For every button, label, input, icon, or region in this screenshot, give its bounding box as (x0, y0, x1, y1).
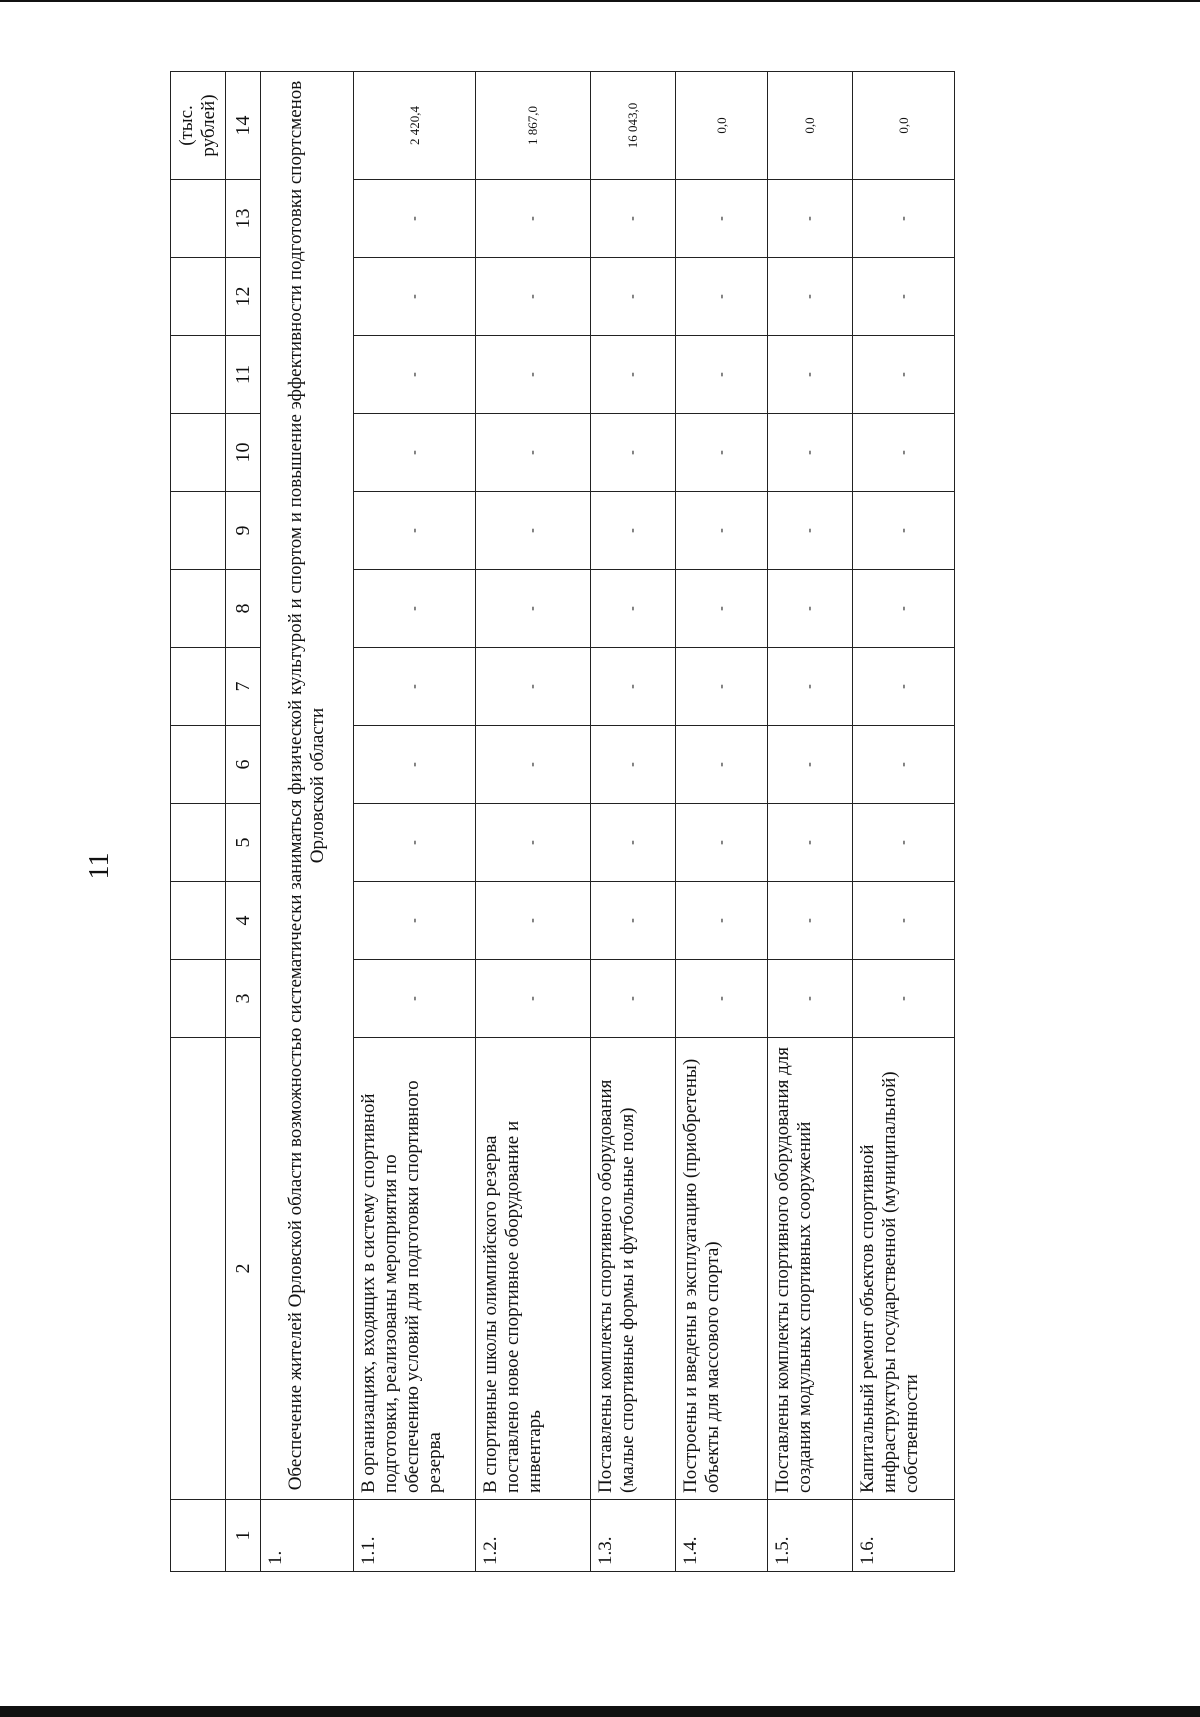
row-description: Поставлены комплекты спортивного оборудования (малые спортивные формы и футбольные поля) (591, 1038, 676, 1500)
dash-cell: - (676, 180, 768, 258)
dash-cell: - (476, 882, 591, 960)
dash-cell: - (476, 960, 591, 1038)
table-row (591, 72, 676, 1572)
column-number: 14 (226, 72, 261, 180)
table-row (853, 72, 955, 1572)
dash-cell: - (354, 648, 476, 726)
dash-cell: - (476, 414, 591, 492)
dash-cell: - (768, 492, 853, 570)
scan-top-edge (0, 0, 1200, 2)
column-number-row (226, 72, 261, 1572)
section-row (261, 72, 354, 1572)
dash-cell: - (354, 726, 476, 804)
dash-cell: - (768, 882, 853, 960)
dash-cell: - (476, 726, 591, 804)
header-cell (171, 414, 226, 492)
table-row (676, 72, 768, 1572)
table-row (354, 72, 476, 1572)
amount-cell: 1 867,0 (476, 72, 591, 180)
row-number: 1.6. (853, 1500, 955, 1572)
dash-cell: - (476, 492, 591, 570)
dash-cell: - (354, 258, 476, 336)
dash-cell: - (354, 492, 476, 570)
dash-cell: - (476, 258, 591, 336)
amount-cell: 0,0 (676, 72, 768, 180)
section-number: 1. (261, 1500, 354, 1572)
amount-cell: 0,0 (768, 72, 853, 180)
dash-cell: - (768, 570, 853, 648)
row-number: 1.3. (591, 1500, 676, 1572)
row-description: Построены и введены в эксплуатацию (приобретены) объекты для массового спорта) (676, 1038, 768, 1500)
dash-cell: - (853, 414, 955, 492)
dash-cell: - (354, 180, 476, 258)
dash-cell: - (768, 414, 853, 492)
dash-cell: - (768, 258, 853, 336)
dash-cell: - (591, 570, 676, 648)
amount-cell: 2 420,4 (354, 72, 476, 180)
dash-cell: - (476, 180, 591, 258)
dash-cell: - (768, 180, 853, 258)
dash-cell: - (676, 336, 768, 414)
dash-cell: - (768, 960, 853, 1038)
header-cell (171, 726, 226, 804)
dash-cell: - (591, 180, 676, 258)
column-number: 12 (226, 258, 261, 336)
column-number: 9 (226, 492, 261, 570)
header-cell (171, 258, 226, 336)
dash-cell: - (853, 492, 955, 570)
row-description: Капитальный ремонт объектов спортивной инфраструктуры государственной (муниципальной) собственности (853, 1038, 955, 1500)
dash-cell: - (591, 258, 676, 336)
dash-cell: - (591, 804, 676, 882)
dash-cell: - (853, 180, 955, 258)
column-number: 5 (226, 804, 261, 882)
row-number: 1.1. (354, 1500, 476, 1572)
row-number: 1.2. (476, 1500, 591, 1572)
dash-cell: - (676, 960, 768, 1038)
dash-cell: - (591, 960, 676, 1038)
column-number: 3 (226, 960, 261, 1038)
dash-cell: - (591, 882, 676, 960)
dash-cell: - (676, 726, 768, 804)
dash-cell: - (853, 804, 955, 882)
dash-cell: - (853, 882, 955, 960)
column-number: 4 (226, 882, 261, 960)
dash-cell: - (591, 492, 676, 570)
column-number: 1 (226, 1500, 261, 1572)
row-description: В спортивные школы олимпийского резерва поставлено новое спортивное оборудование и инвентарь (476, 1038, 591, 1500)
header-cell (171, 1500, 226, 1572)
row-description: Поставлены комплекты спортивного оборудования для создания модульных спортивных сооружений (768, 1038, 853, 1500)
section-title: Обеспечение жителей Орловской области возможностью систематически заниматься физической культурой и спортом и повышение эффективности подготовки спортсменов Орловской области (261, 72, 354, 1500)
table-row (476, 72, 591, 1572)
table-row (768, 72, 853, 1572)
dash-cell: - (768, 804, 853, 882)
dash-cell: - (676, 414, 768, 492)
scan-bottom-edge (0, 1706, 1200, 1717)
dash-cell: - (354, 336, 476, 414)
column-number: 7 (226, 648, 261, 726)
dash-cell: - (768, 648, 853, 726)
dash-cell: - (591, 414, 676, 492)
dash-cell: - (853, 648, 955, 726)
dash-cell: - (354, 570, 476, 648)
dash-cell: - (676, 804, 768, 882)
dash-cell: - (354, 882, 476, 960)
dash-cell: - (676, 648, 768, 726)
dash-cell: - (476, 570, 591, 648)
column-number: 8 (226, 570, 261, 648)
table-header-blank-row (171, 72, 226, 1572)
dash-cell: - (676, 882, 768, 960)
row-number: 1.4. (676, 1500, 768, 1572)
dash-cell: - (354, 804, 476, 882)
dash-cell: - (676, 492, 768, 570)
column-number: 13 (226, 180, 261, 258)
amount-cell: 16 043,0 (591, 72, 676, 180)
dash-cell: - (591, 336, 676, 414)
dash-cell: - (354, 414, 476, 492)
dash-cell: - (476, 336, 591, 414)
dash-cell: - (476, 648, 591, 726)
header-cell (171, 1038, 226, 1500)
column-number: 10 (226, 414, 261, 492)
header-cell (171, 804, 226, 882)
header-cell (171, 180, 226, 258)
header-cell (171, 960, 226, 1038)
header-cell (171, 336, 226, 414)
dash-cell: - (591, 648, 676, 726)
column-number: 6 (226, 726, 261, 804)
dash-cell: - (853, 336, 955, 414)
column-number: 2 (226, 1038, 261, 1500)
dash-cell: - (768, 726, 853, 804)
row-description: В организациях, входящих в систему спортивной подготовки, реализованы мероприятия по обеспечению условий для подготовки спортивного резерва (354, 1038, 476, 1500)
dash-cell: - (476, 804, 591, 882)
rotated-table-wrapper (170, 72, 1075, 1572)
header-cell (171, 570, 226, 648)
dash-cell: - (676, 258, 768, 336)
dash-cell: - (768, 336, 853, 414)
page-number: 11 (84, 852, 115, 880)
header-cell (171, 492, 226, 570)
dash-cell: - (591, 726, 676, 804)
unit-label: (тыс. рублей) (171, 72, 226, 180)
dash-cell: - (853, 258, 955, 336)
dash-cell: - (853, 960, 955, 1038)
dash-cell: - (676, 570, 768, 648)
header-cell (171, 648, 226, 726)
amount-cell: 0,0 (853, 72, 955, 180)
dash-cell: - (853, 726, 955, 804)
dash-cell: - (853, 570, 955, 648)
dash-cell: - (354, 960, 476, 1038)
row-number: 1.5. (768, 1500, 853, 1572)
budget-table (170, 71, 955, 1572)
column-number: 11 (226, 336, 261, 414)
header-cell (171, 882, 226, 960)
